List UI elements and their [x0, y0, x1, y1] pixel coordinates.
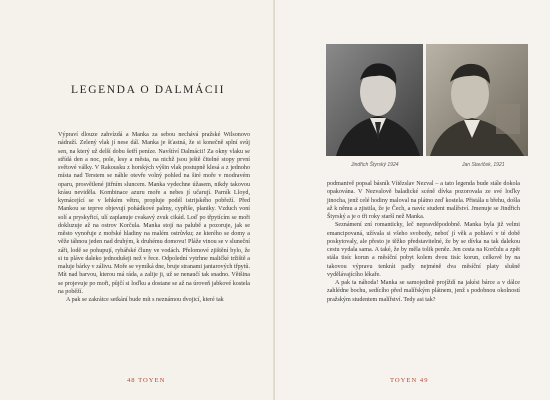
paragraph: A pak se zakrátce setkání bude mít s neznámou dvojicí, které tak	[66, 297, 224, 303]
running-title: TOYEN	[138, 377, 166, 384]
portrait-photo-icon	[326, 44, 423, 156]
page-number: 48	[127, 377, 136, 384]
photo-caption: Jan Stavíček, 1921	[462, 162, 505, 168]
portrait-photo-stavicek	[426, 44, 528, 156]
folio-right	[390, 377, 428, 384]
right-body-text	[327, 180, 520, 304]
running-title: TOYEN	[390, 377, 418, 384]
paragraph: Seznámení zní romanticky, leč nepravděpodobně. Manka byla již velmi emancipovaná, užívala si všeho svobody, neboť jí věk a pohlaví v té době poskytovaly, ale přesto je těžko představitelné, že by se dívka na tak dalekou cestu vydala sama. A také, že by měla tolik peněz. Jen cesta na Korčulu a zpět stála tisíc korun a měsíční pobyt kolem dvou tisíc korun, celkově by na takovou výpravu tenkrát padly nejméně dva měsíční platy slušně vydělávajícího lékaře.	[327, 222, 520, 278]
portrait-photo-icon	[426, 44, 528, 156]
photo-caption: Jindřich Štyrský 1924	[351, 162, 399, 168]
paragraph: Výpraví dlouze zahvízdá a Manka za sebou nechává pražské Wilsonovo nádraží. Zelený vlak jí nese dál. Manka je šťastná, že si konečně splní svůj sen, na který už delší dobu šetří peníze. Navštíví Dalmácii! Za okny vlaku se střídá den a noc, pole, lesy a města, na nichž jsou ještě čitelné stopy první světové války. V Rakousku z horských výšin vlak postupně klesá a z jednoho místa nad Terstem se náhle otevře volný pohled na širé moře v modravém oparu, prosvětlené jitřním sluncem. Manka vydechne úžasem, nikdy takovou krásu neviděla. Kombinace azuru moře a nebes jí učarují. Parník Lloyd, kymácející se v lehkém větru, propluje podél istrijského pobřeží. Před Mankou se teprve objevují pohádkové palmy, cypřiše, planiky. Vzduch voní solí a pryskyřicí, ulí zaplanuje cvakavý zvuk cikád. Loď po třpytícím se moři dokluzuje až na ostrov Korčula. Manka stojí na palubě a pozoruje, jak se město vynořuje z mořské hladiny na malém ostrůvku; ze kterého se domy a věže táhnou jeden nad druhým, k druhému domovu! Pláže vinou se v sluneční záři, lodě se pohupují, rybářské čluny ve vodách. Přelomové zjištění bylo, že si tu pláve daleko jednodušeji než v řece. Odpolední vytrhne maličké tržiště a maluje bárky v zálivu. Moře se vymíká dne, bruje stranami jantarových třpytů. Mít nad barvou, kterou má ráda, a zalije ji, už se nenaučí tak snadno. Většina se projevuje po moři, půjčí si loďku a dostane se až na úroveň jabkové kostela na poběží.	[58, 132, 250, 295]
paragraph: podmanivě popsal básník Vítězslav Nezval – a tato legenda bude stále dokola opakována. V Nezvalově baladické scéně dívka pozorovala ze své loďky jinocha, jenž celé hodiny maloval na plátno zeď kostela. Přistála u břehu, došla až k němu a zjistila, že je Čech, a navíc student malířství. Jmenuje se Jindřich Štyrský a je o tři roky starší než Manka.	[327, 181, 520, 220]
page-number: 49	[419, 377, 429, 384]
paragraph: A pak ta náhoda! Manka se samojedině projíždí na jakési bárce a v dálce zahlédne bochu, sedícího před malířským plátnem, jenž s podobnou okolností pražským studentem malířství. Tedy asi tak?	[327, 280, 520, 303]
chapter-title: LEGENDA O DALMÁCII	[70, 84, 225, 96]
folio-left	[127, 377, 165, 384]
portrait-photo-styrsky	[326, 44, 423, 156]
left-body-text	[58, 131, 250, 304]
